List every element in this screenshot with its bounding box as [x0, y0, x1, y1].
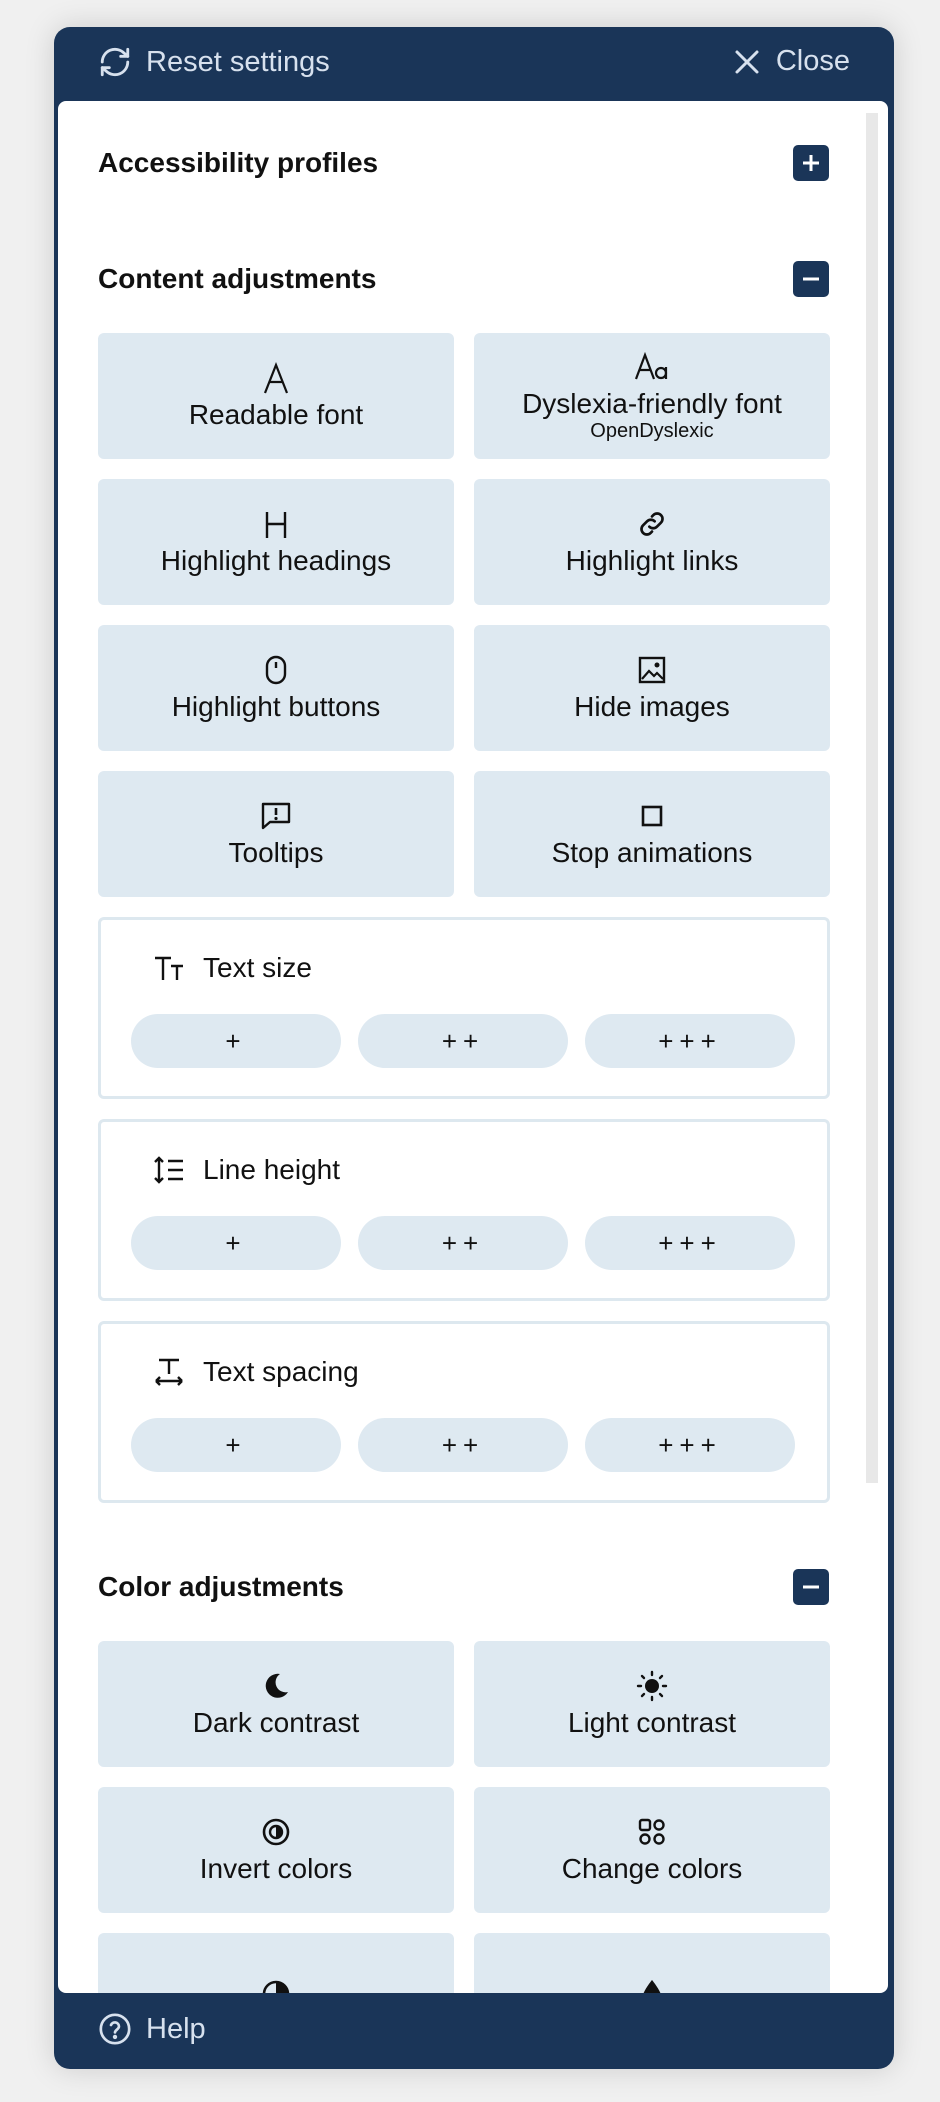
panel-header: [54, 27, 894, 101]
image-icon: [638, 653, 666, 687]
heading-h-icon: [264, 507, 288, 541]
text-spacing-header: [153, 1356, 359, 1388]
close-label: Close: [775, 45, 850, 77]
tile-label: Stop animations: [551, 837, 753, 868]
tile-label: Dark contrast: [192, 1707, 360, 1738]
sun-icon: [636, 1669, 668, 1703]
invert-icon: [261, 1815, 291, 1849]
text-size-label: Text size: [203, 952, 312, 983]
scrollbar-track[interactable]: [866, 113, 878, 1483]
line-height-level-1-button[interactable]: +: [131, 1216, 341, 1270]
tile-label: Readable font: [188, 399, 364, 430]
invert-colors-button[interactable]: [98, 1787, 454, 1913]
drop-icon: [639, 1977, 665, 1993]
font-a-icon: [262, 361, 290, 395]
line-height-level-2-button[interactable]: ++: [358, 1216, 568, 1270]
text-size-level-1-button[interactable]: +: [131, 1014, 341, 1068]
section-title-color: Color adjustments: [98, 1571, 344, 1602]
line-height-control: [98, 1119, 830, 1301]
tile-label: Invert colors: [199, 1853, 353, 1884]
text-size-header: [153, 952, 312, 984]
panel-footer: [54, 1993, 894, 2069]
tile-label: Change colors: [561, 1853, 743, 1884]
dark-contrast-button[interactable]: [98, 1641, 454, 1767]
tile-label: Highlight buttons: [171, 691, 381, 722]
tile-label: Dyslexia-friendly font: [522, 388, 782, 419]
plus-icon: [801, 153, 821, 173]
readable-font-button[interactable]: [98, 333, 454, 459]
close-icon: [732, 47, 762, 77]
minus-icon: [801, 269, 821, 289]
text-spacing-label: Text spacing: [203, 1356, 359, 1387]
line-height-level-3-button[interactable]: +++: [585, 1216, 795, 1270]
text-spacing-level-2-button[interactable]: ++: [358, 1418, 568, 1472]
text-spacing-level-1-button[interactable]: +: [131, 1418, 341, 1472]
line-height-label: Line height: [203, 1154, 341, 1185]
text-size-level-3-button[interactable]: +++: [585, 1014, 795, 1068]
moon-icon: [261, 1669, 291, 1703]
tooltip-icon: [260, 799, 292, 833]
content-collapse-button[interactable]: [793, 261, 829, 297]
tooltips-button[interactable]: [98, 771, 454, 897]
help-label: Help: [146, 2012, 206, 2045]
reset-settings-label: Reset settings: [146, 45, 330, 78]
close-button[interactable]: [732, 45, 850, 78]
highlight-buttons-button[interactable]: [98, 625, 454, 751]
tile-label: Highlight links: [565, 545, 739, 576]
text-size-icon: [153, 954, 185, 982]
highlight-headings-button[interactable]: [98, 479, 454, 605]
profiles-expand-button[interactable]: [793, 145, 829, 181]
panel-content: [58, 101, 888, 1993]
line-height-header: [153, 1154, 340, 1186]
saturation-tile[interactable]: [474, 1933, 830, 1993]
hide-images-button[interactable]: [474, 625, 830, 751]
text-spacing-control: [98, 1321, 830, 1503]
dyslexia-font-button[interactable]: [474, 333, 830, 459]
tile-label: Light contrast: [567, 1707, 737, 1738]
highlight-links-button[interactable]: [474, 479, 830, 605]
tile-label: Highlight headings: [160, 545, 392, 576]
font-aa-icon: [634, 350, 670, 384]
help-icon: [98, 2012, 132, 2046]
contrast-tile[interactable]: [98, 1933, 454, 1993]
stop-animations-button[interactable]: [474, 771, 830, 897]
link-icon: [636, 507, 668, 541]
reset-icon: [98, 45, 132, 79]
change-colors-button[interactable]: [474, 1787, 830, 1913]
accessibility-panel: [54, 27, 894, 2069]
line-height-icon: [153, 1155, 185, 1185]
change-colors-icon: [637, 1815, 667, 1849]
light-contrast-button[interactable]: [474, 1641, 830, 1767]
reset-settings-button[interactable]: [98, 45, 330, 79]
stop-icon: [641, 799, 663, 833]
help-button[interactable]: [98, 2012, 206, 2046]
text-size-control: [98, 917, 830, 1099]
contrast-icon: [261, 1977, 291, 1993]
text-spacing-level-3-button[interactable]: +++: [585, 1418, 795, 1472]
minus-icon: [801, 1577, 821, 1597]
mouse-icon: [265, 653, 287, 687]
section-title-profiles: Accessibility profiles: [98, 147, 379, 178]
text-spacing-icon: [153, 1357, 185, 1387]
color-collapse-button[interactable]: [793, 1569, 829, 1605]
tile-label: Tooltips: [228, 837, 324, 868]
section-title-content: Content adjustments: [98, 263, 377, 294]
text-size-level-2-button[interactable]: ++: [358, 1014, 568, 1068]
tile-sublabel: OpenDyslexic: [590, 420, 714, 442]
tile-label: Hide images: [574, 691, 730, 722]
